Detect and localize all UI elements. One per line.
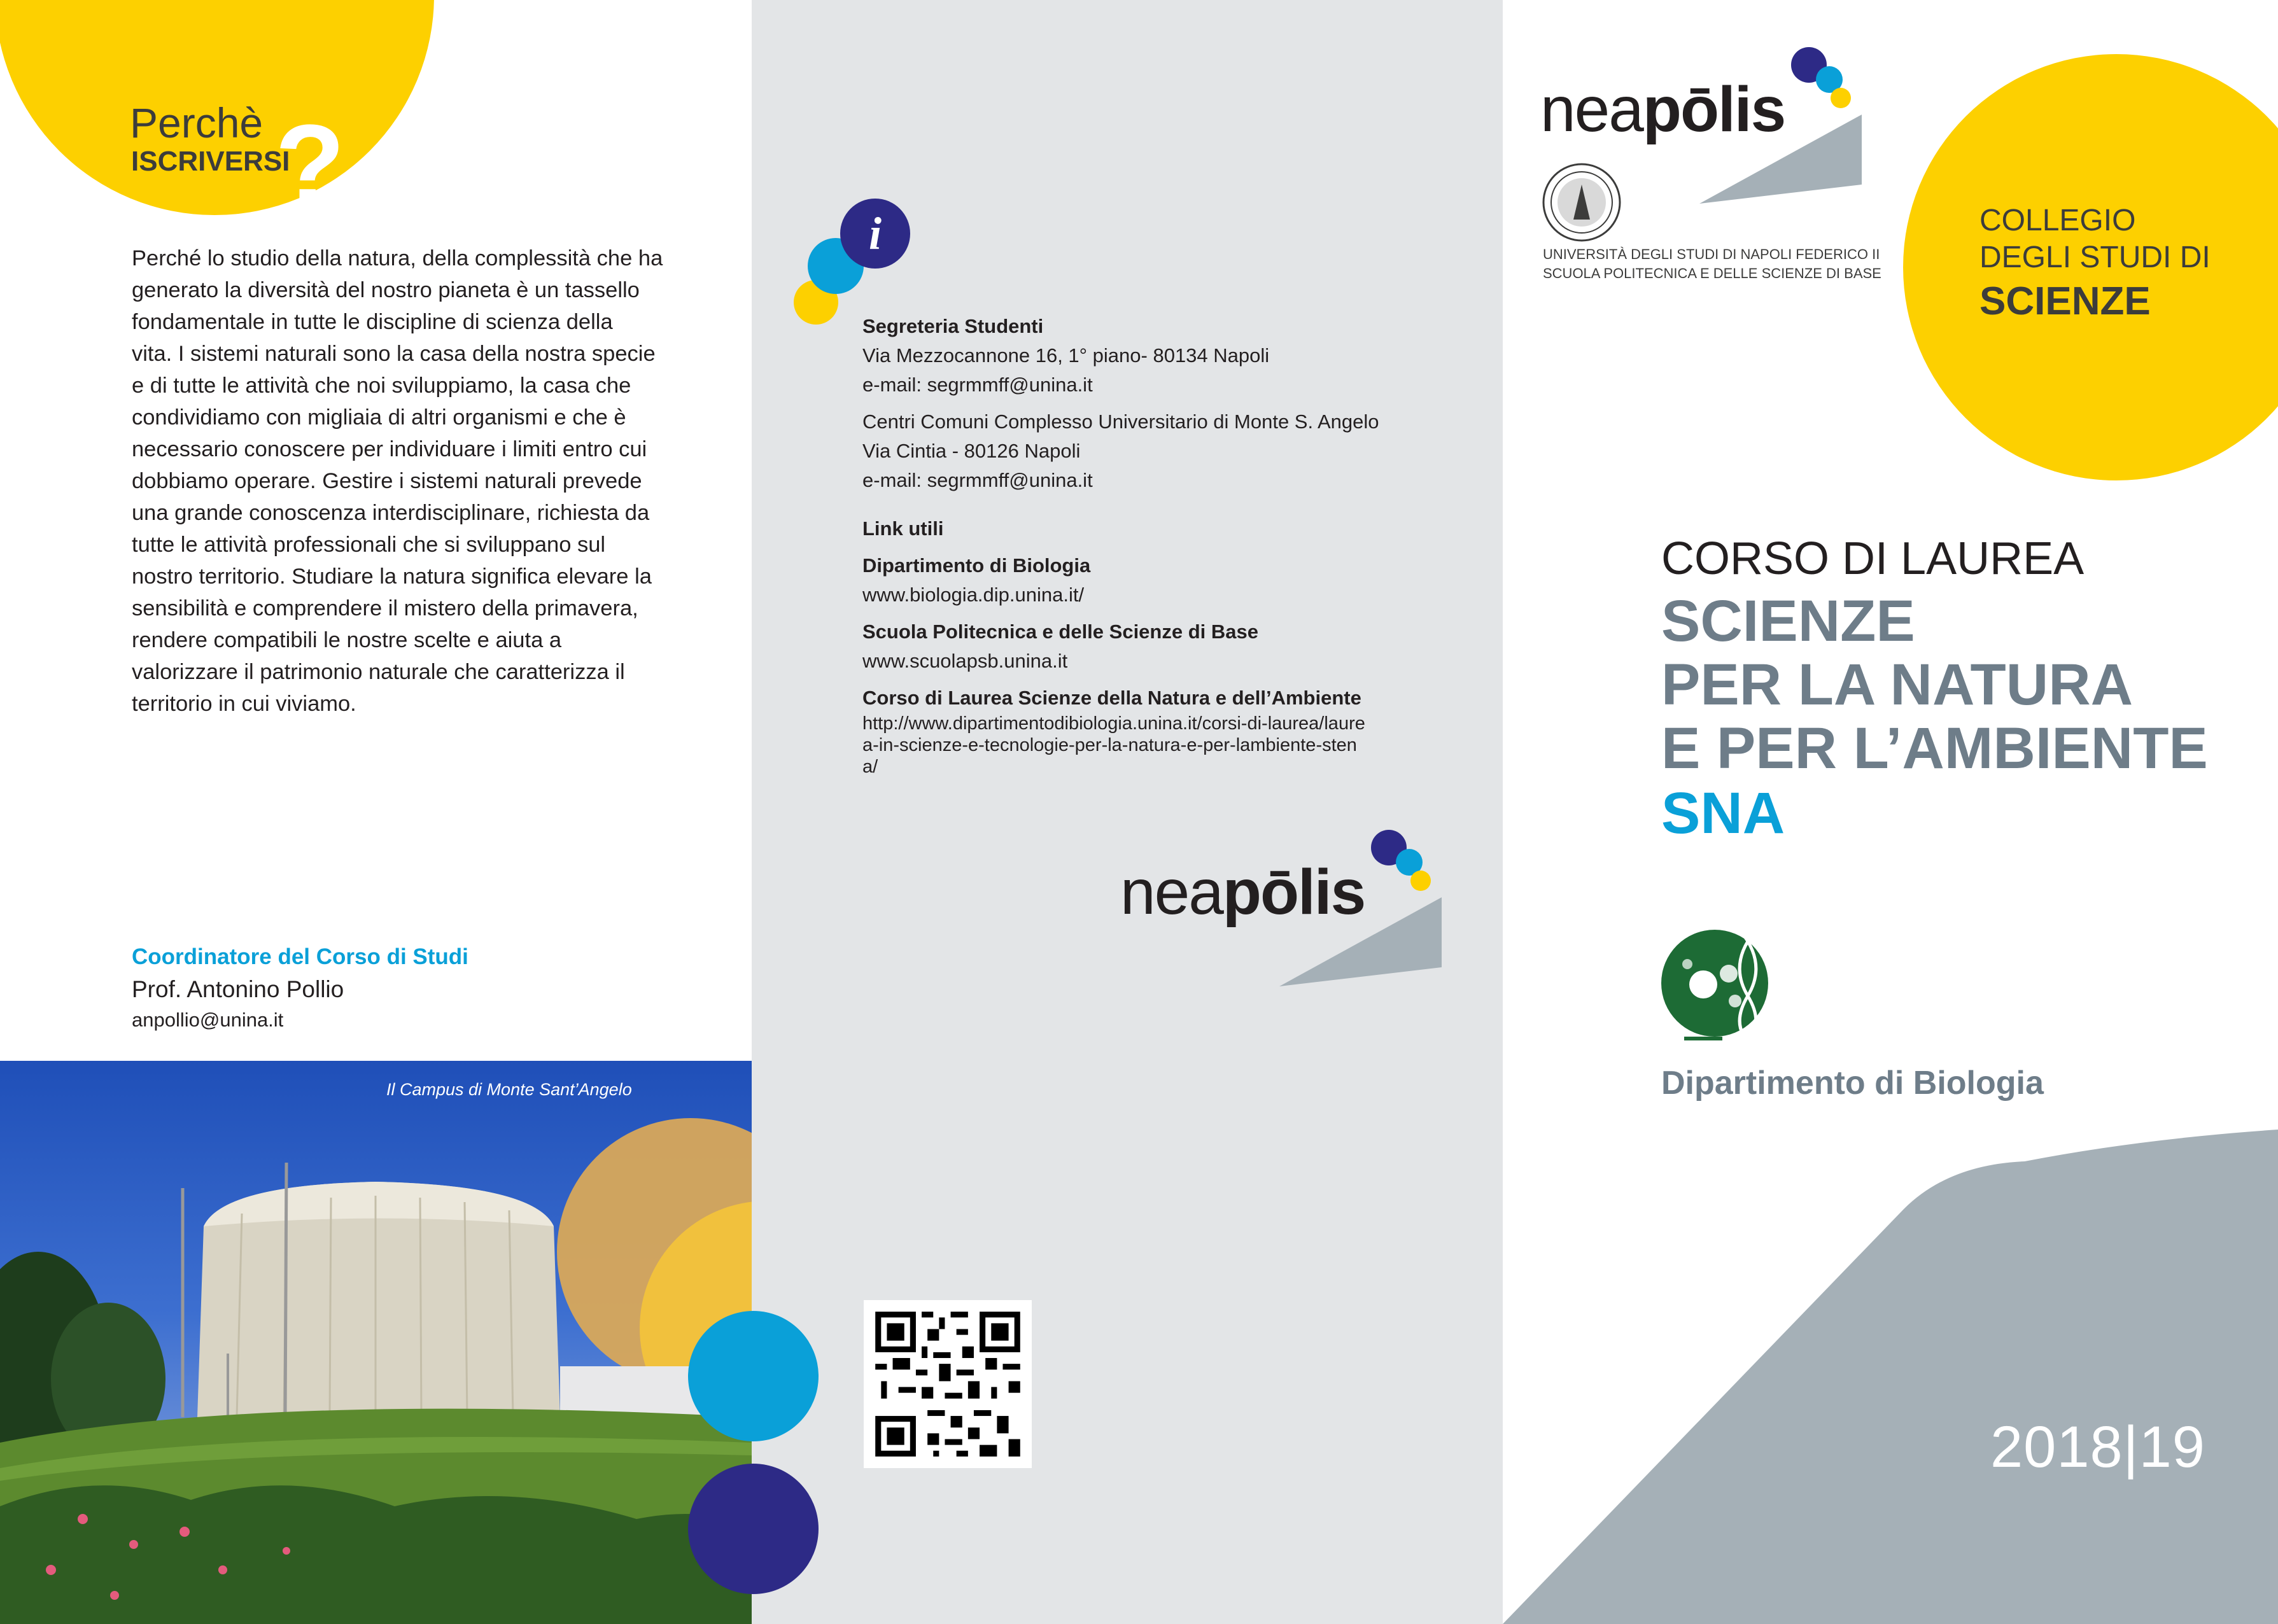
why-subtitle: ISCRIVERSI bbox=[131, 146, 290, 177]
department-name: Dipartimento di Biologia bbox=[1661, 1065, 2044, 1102]
url-line: a/ bbox=[862, 757, 878, 777]
academic-year: 2018|19 bbox=[1990, 1415, 2205, 1480]
corso-line4: E PER L’AMBIENTE bbox=[1661, 716, 2208, 781]
campus-photo bbox=[0, 1061, 752, 1624]
body-line: Perché lo studio della natura, della complessità che ha bbox=[132, 246, 663, 270]
coordinator-name: Prof. Antonino Pollio bbox=[132, 976, 344, 1002]
link-url-scuola[interactable]: www.scuolapsb.unina.it bbox=[862, 650, 1068, 672]
contact-block bbox=[862, 312, 1379, 778]
body-line: territorio in cui viviamo. bbox=[132, 692, 356, 716]
url-line: a-in-scienze-e-tecnologie-per-la-natura-e-per-lambiente-sten bbox=[862, 735, 1357, 755]
links-title: Link utili bbox=[862, 517, 944, 540]
body-line: necessario conoscere per individuare i limiti entro cui bbox=[132, 437, 647, 461]
segreteria-email[interactable]: e-mail: segrmmff@unina.it bbox=[862, 374, 1093, 396]
body-line: valorizzare il patrimonio naturale che caratterizza il bbox=[132, 660, 625, 684]
centri-line2: Via Cintia - 80126 Napoli bbox=[862, 440, 1081, 462]
qr-code-icon bbox=[864, 1300, 1032, 1468]
university-seal-icon bbox=[1542, 162, 1622, 242]
corso-line3: PER LA NATURA bbox=[1661, 652, 2134, 717]
body-line: e di tutte le attività che noi sviluppiamo, la casa che bbox=[132, 374, 631, 398]
coordinator-email[interactable]: anpollio@unina.it bbox=[132, 1009, 284, 1031]
logo-suffix: pōlis bbox=[1642, 74, 1785, 145]
body-line: sensibilità e comprendere il mistero della primavera, bbox=[132, 596, 638, 620]
logo-prefix: nea bbox=[1540, 74, 1643, 145]
collegio-title bbox=[1979, 202, 2211, 276]
link-url-corso[interactable] bbox=[862, 713, 1379, 778]
university-text bbox=[1543, 245, 1881, 283]
photo-caption: Il Campus di Monte Sant’Angelo bbox=[386, 1080, 632, 1099]
why-body-text bbox=[132, 242, 686, 720]
campus-illustration bbox=[0, 1061, 752, 1624]
logo-suffix: pōlis bbox=[1222, 857, 1365, 928]
corso-line2: SCIENZE bbox=[1661, 589, 1915, 654]
collegio-line2: DEGLI STUDI DI bbox=[1979, 241, 2211, 274]
body-line: vita. I sistemi naturali sono la casa della nostra specie bbox=[132, 342, 656, 366]
neapolis-logo bbox=[1120, 827, 1451, 993]
body-line: dobbiamo operare. Gestire i sistemi naturali prevede bbox=[132, 469, 642, 493]
collegio-line3: SCIENZE bbox=[1979, 279, 2151, 323]
collegio-line1: COLLEGIO bbox=[1979, 204, 2136, 237]
body-line: generato la diversità del nostro pianeta è un tassello bbox=[132, 278, 640, 302]
segreteria-title: Segreteria Studenti bbox=[862, 315, 1044, 337]
corso-acronym: SNA bbox=[1661, 781, 1785, 846]
info-icon: i bbox=[840, 199, 910, 269]
why-title: Perchè bbox=[130, 99, 264, 146]
segreteria-address: Via Mezzocannone 16, 1° piano- 80134 Napoli bbox=[862, 344, 1270, 367]
link-url-biologia[interactable]: www.biologia.dip.unina.it/ bbox=[862, 584, 1085, 606]
body-line: condividiamo con migliaia di altri organismi e che è bbox=[132, 405, 626, 430]
question-mark: ? bbox=[275, 101, 345, 229]
centri-email[interactable]: e-mail: segrmmff@unina.it bbox=[862, 469, 1093, 491]
logo-prefix: nea bbox=[1120, 857, 1223, 928]
university-line1: UNIVERSITÀ DEGLI STUDI DI NAPOLI FEDERICO II bbox=[1543, 246, 1880, 262]
body-line: nostro territorio. Studiare la natura significa elevare la bbox=[132, 564, 652, 589]
panel-why-enroll bbox=[0, 0, 752, 1624]
link-label-biologia: Dipartimento di Biologia bbox=[862, 554, 1091, 577]
body-line: una grande conoscenza interdisciplinare, richiesta da bbox=[132, 501, 650, 525]
centri-line1: Centri Comuni Complesso Universitario di Monte S. Angelo bbox=[862, 410, 1379, 433]
corso-line1: CORSO DI LAUREA bbox=[1661, 533, 2085, 584]
coordinator-label: Coordinatore del Corso di Studi bbox=[132, 944, 468, 969]
body-line: fondamentale in tutte le discipline di scienza della bbox=[132, 310, 613, 334]
url-line: http://www.dipartimentodibiologia.unina.it/corsi-di-laurea/laure bbox=[862, 713, 1365, 734]
qr-code[interactable] bbox=[864, 1300, 1032, 1468]
body-line: rendere compatibili le nostre scelte e aiuta a bbox=[132, 628, 562, 652]
link-label-scuola: Scuola Politecnica e delle Scienze di Base bbox=[862, 620, 1258, 643]
body-line: tutte le attività professionali che si sviluppano sul bbox=[132, 533, 606, 557]
biology-department-logo-icon bbox=[1659, 926, 1773, 1050]
link-label-corso: Corso di Laurea Scienze della Natura e dell’Ambiente bbox=[862, 687, 1361, 709]
university-line2: SCUOLA POLITECNICA E DELLE SCIENZE DI BASE bbox=[1543, 265, 1881, 281]
